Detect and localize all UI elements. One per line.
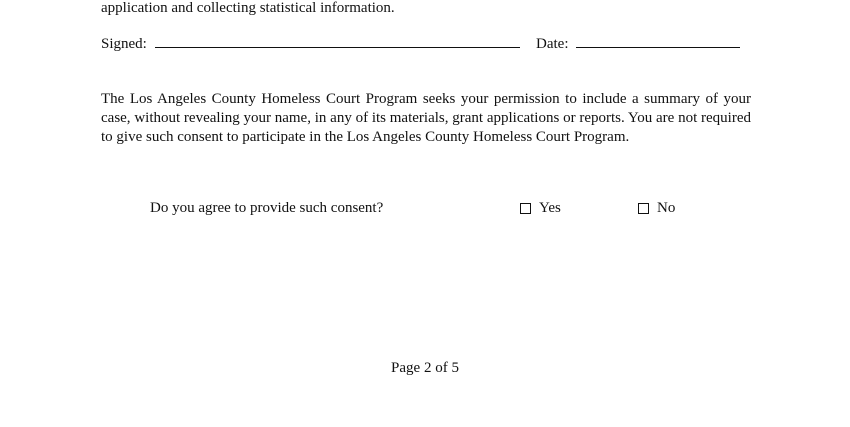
intro-fragment: application and collecting statistical information. — [101, 0, 395, 16]
no-checkbox[interactable] — [638, 203, 649, 214]
yes-label: Yes — [539, 200, 561, 216]
consent-paragraph-text: The Los Angeles County Homeless Court Program seeks your permission to include a summary of your case, without revealing your name, in any of its materials, grant applications or reports. You are not required to give such consent to participate in the Los Angeles County Homeless Court Program. — [101, 91, 751, 145]
signature-line[interactable] — [155, 33, 520, 48]
date-label: Date: — [536, 36, 569, 52]
yes-option[interactable] — [520, 199, 561, 218]
date-field-row — [536, 33, 740, 54]
signed-label: Signed: — [101, 36, 147, 52]
consent-question: Do you agree to provide such consent? — [150, 200, 384, 216]
page-number: Page 2 of 5 — [391, 360, 459, 376]
no-option[interactable] — [638, 199, 675, 218]
consent-paragraph — [101, 90, 751, 147]
signed-field-row — [101, 33, 520, 54]
no-label: No — [657, 200, 676, 216]
yes-checkbox[interactable] — [520, 203, 531, 214]
date-line[interactable] — [576, 33, 740, 48]
